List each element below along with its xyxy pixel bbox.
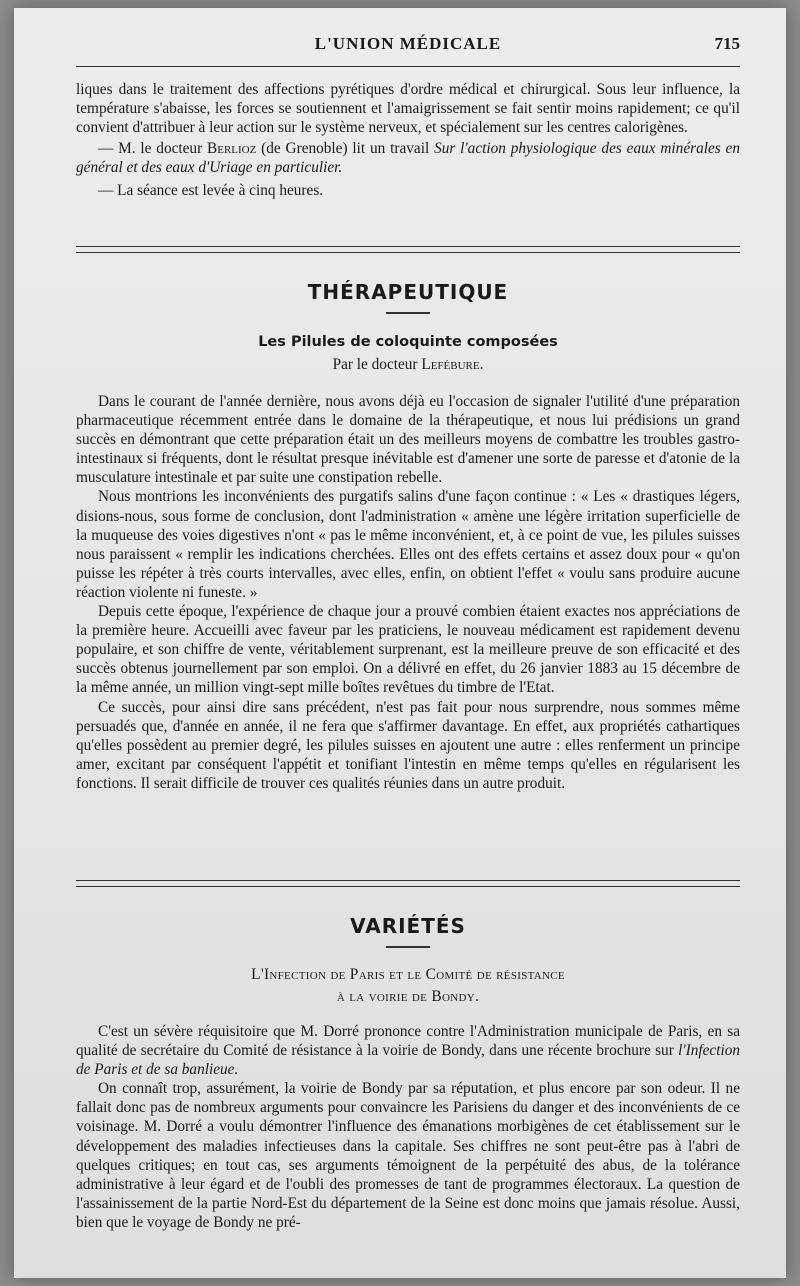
brochure-title: l'Infection de Paris et de sa banlieue. bbox=[76, 1042, 741, 1079]
section-title-varietes: VARIÉTÉS bbox=[350, 914, 466, 938]
journal-page bbox=[14, 8, 786, 1278]
section-separator bbox=[76, 246, 740, 253]
section-separator bbox=[76, 880, 740, 887]
body-paragraph bbox=[76, 1022, 740, 1079]
berlioz-name: Berlioz bbox=[207, 140, 257, 158]
article-title-pilules: Les Pilules de coloquinte composées bbox=[258, 334, 558, 350]
berlioz-paragraph bbox=[76, 139, 740, 177]
body-paragraph: Depuis cette époque, l'expérience de chaque jour a prouvé combien étaient exactes nos appréciations de la première heure. Accueilli avec faveur par les praticiens, le nouveau médicament est rapidement devenu populaire, et son chiffre de vente, véritablement surprenant, est la meilleure preuve de son efficacité et des succès obtenus journellement par son emploi. On a délivré en effet, du 26 janvier 1883 au 15 décembre de la même année, un million vingt-sept mille boîtes revêtues du timbre de l'Etat. bbox=[76, 603, 740, 697]
article-title-infection-line2: à la voirie de Bondy. bbox=[336, 988, 480, 1005]
body-text: C'est un sévère réquisitoire que M. Dorré prononce contre l'Administration municipale de Paris, en sa qualité de secrétaire du Comité de résistance à la voirie de Bondy, dans une récente brochure sur bbox=[76, 1023, 740, 1060]
byline-author: Lefébure. bbox=[421, 356, 484, 373]
berlioz-lead: — M. le docteur bbox=[98, 140, 203, 158]
article-title-infection: L'Infection de Paris et le Comité de résistance bbox=[251, 966, 565, 983]
continued-paragraph: liques dans le traitement des affections pyrétiques d'ordre médical et chirurgical. Sous leur influence, la température s'abaisse, les forces se soutiennent et l'amaigrissement se fait sentir moins rapidement; ce qu'il convient d'attribuer à leur action sur le système nerveux, et spécialement sur les centres calorigènes. bbox=[76, 81, 740, 137]
section-title-therapeutique: THÉRAPEUTIQUE bbox=[307, 280, 509, 304]
article-body-pilules bbox=[76, 392, 740, 793]
page-header bbox=[76, 34, 740, 64]
page-number: 715 bbox=[714, 34, 740, 53]
body-paragraph: Ce succès, pour ainsi dire sans précédent, n'est pas fait pour nous surprendre, nous sommes même persuadés que, d'année en année, il ne fera que s'affirmer davantage. En effet, aux propriétés cathartiques qu'elles possèdent au premier degré, les pilules suisses en ajoutent une autre : elles renferment un principe amer, excitant par conséquent l'appétit et tonifiant l'intestin en même temps qu'elles en régularisent les fonctions. Il serait difficile de trouver ces qualités réunies dans un autre produit. bbox=[76, 698, 740, 792]
body-paragraph: Dans le courant de l'année dernière, nous avons déjà eu l'occasion de signaler l'utilité d'une préparation pharmaceutique récemment entrée dans le domaine de la thérapeutique, et nous lui prédisions un grand succès en démontrant que cette préparation était un des meilleurs moyens de combattre les troubles gastro-intestinaux si fréquents, dont le résultat presque inévitable est d'amener une sorte de paresse et d'atonie de la musculature intestinale et par suite une constipation rebelle. bbox=[76, 393, 740, 487]
therapeutique-section bbox=[76, 280, 740, 793]
session-close-paragraph: — La séance est levée à cinq heures. bbox=[98, 182, 324, 200]
body-paragraph: On connaît trop, assurément, la voirie de Bondy par sa réputation, et plus encore par son odeur. Il ne fallait donc pas de nombreux arguments pour convaincre les Parisiens du danger et des inconvénients de ce voisinage. M. Dorré a voulu démontrer l'influence des émanations morbigènes de cet établissement sur le développement des maladies infectieuses dans la capitale. Ses chiffres ne sont peut-être pas à l'abri de quelques critiques; en tout cas, ses arguments témoignent de la perpétuité des abus, de la tolérance administrative à leur égard et de l'oubli des promesses de tant de programmes électoraux. La question de l'assainissement de la partie Nord-Est du département de la Seine est donc moins que jamais résolue. Aussi, bien que le voyage de Bondy ne pré- bbox=[76, 1080, 740, 1231]
top-text-block bbox=[76, 80, 740, 201]
berlioz-mid: (de Grenoble) lit un travail bbox=[261, 140, 430, 158]
title-rule bbox=[386, 312, 430, 314]
title-rule bbox=[386, 946, 430, 948]
berlioz-work-title: Sur l'action physiologique des eaux minérales en général et des eaux d'Uriage en particulier. bbox=[76, 140, 740, 177]
running-title: L'UNION MÉDICALE bbox=[314, 34, 502, 53]
body-paragraph: Nous montrions les inconvénients des purgatifs salins d'une façon continue : « Les « drastiques légers, disions-nous, sous forme de conclusion, dont l'administration « amène une légère irritation superficielle de la muqueuse des voies digestives n'ont « pas le même inconvénient, et, à ce point de vue, les pilules suisses nous paraissent « remplir les indications cherchées. Elles ont des effets certains et assez doux pour « qu'on puisse les répéter à très courts intervalles, avec elles, enfin, on obtient l'effet « voulu sans produire aucune réaction violente ni funeste. » bbox=[76, 488, 740, 601]
article-byline bbox=[76, 356, 740, 374]
byline-prefix: Par le docteur bbox=[332, 356, 418, 373]
header-rule bbox=[76, 66, 740, 67]
article-body-infection bbox=[76, 1022, 740, 1232]
varietes-section bbox=[76, 914, 740, 1232]
